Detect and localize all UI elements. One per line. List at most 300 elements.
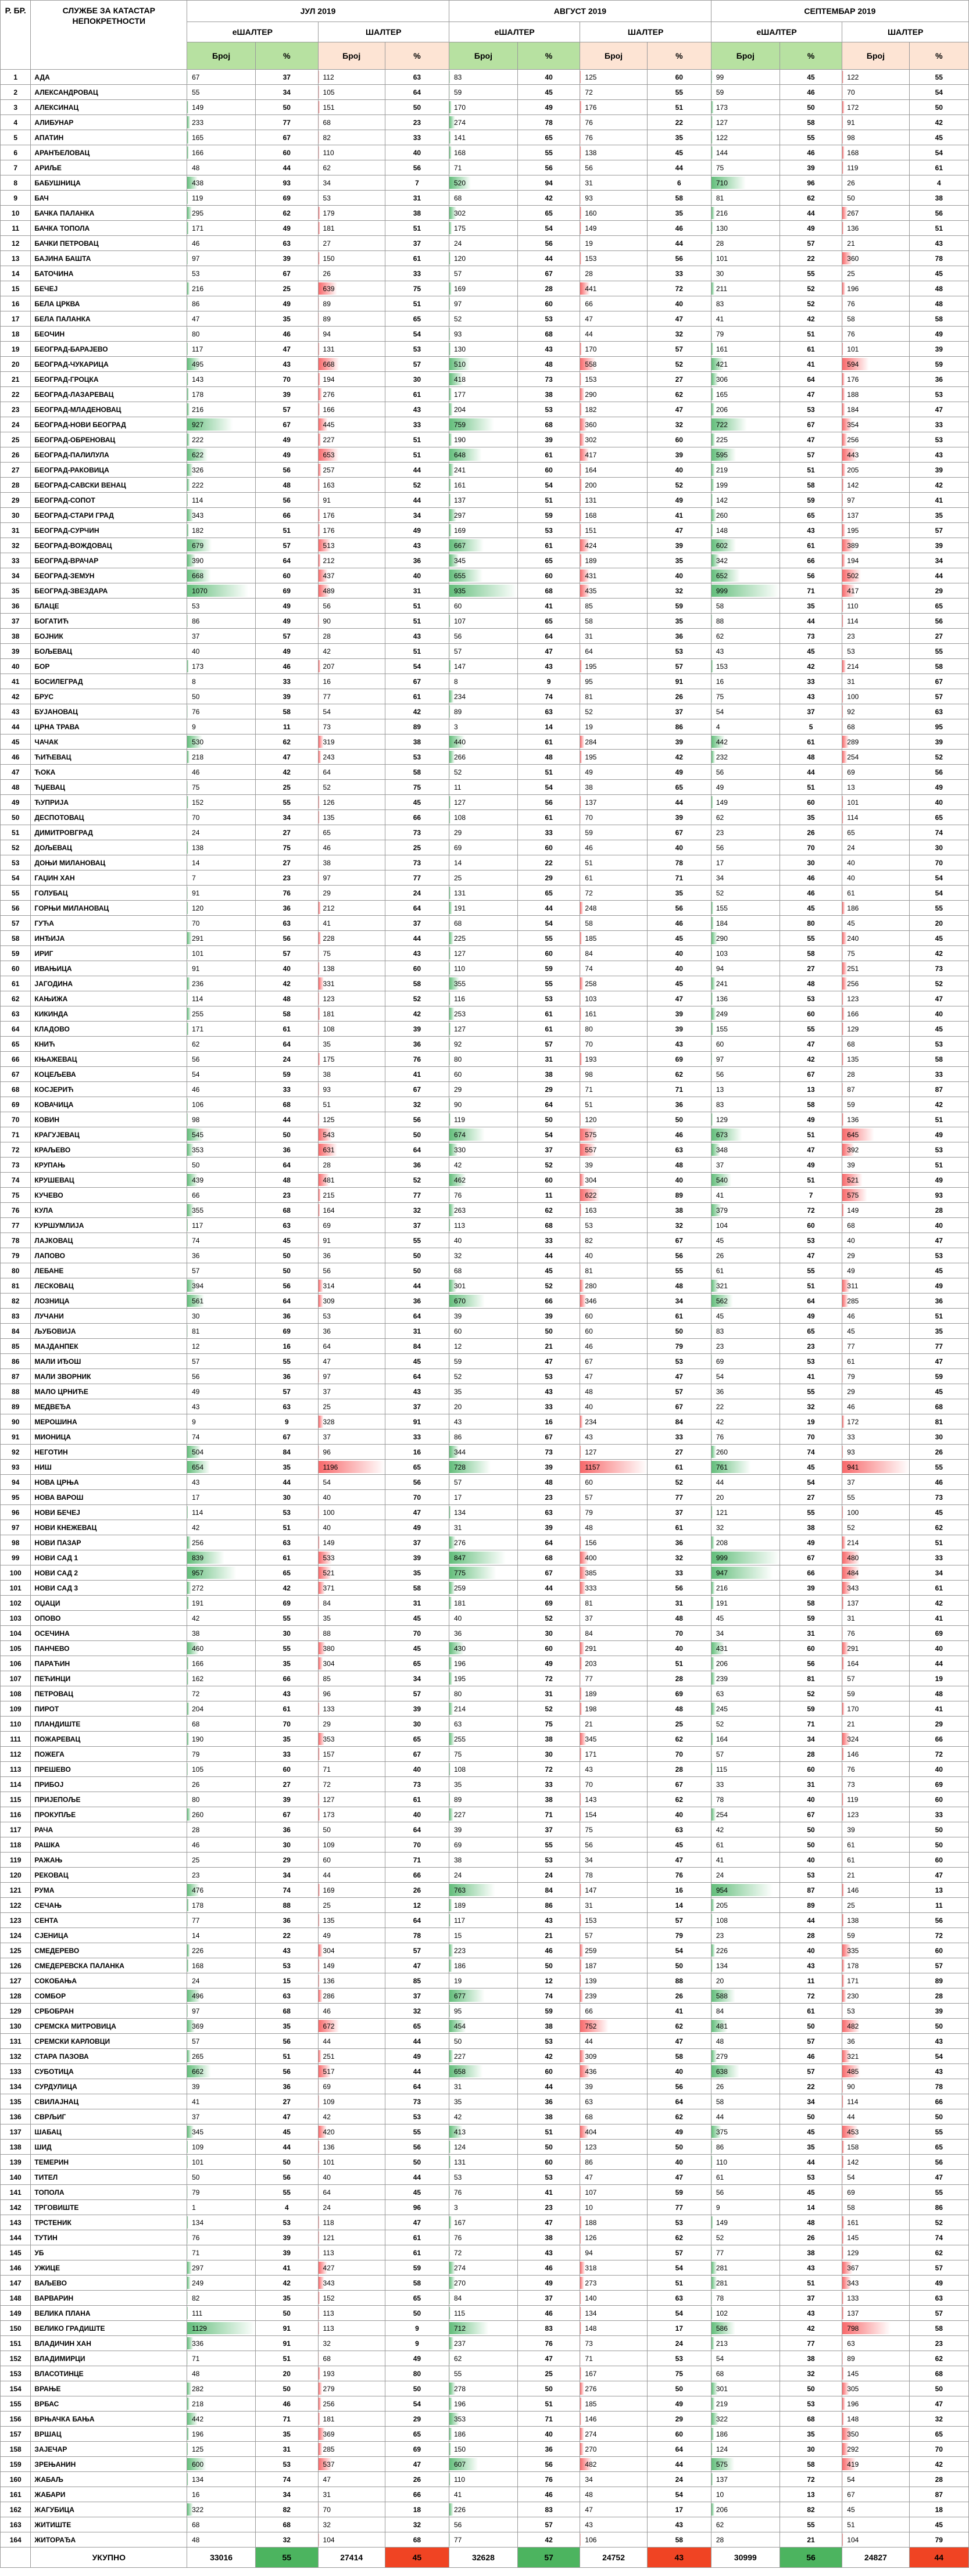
eshalter-percent-cell: 49 <box>256 432 318 447</box>
shalter-percent-cell: 31 <box>385 583 449 599</box>
eshalter-count-cell: 125 <box>187 2442 256 2457</box>
eshalter-percent-cell: 54 <box>517 221 580 236</box>
eshalter-count-cell: 99 <box>711 70 780 85</box>
row-number: 154 <box>1 2381 31 2396</box>
shalter-count-cell: 58 <box>580 614 647 629</box>
row-number: 107 <box>1 1671 31 1686</box>
shalter-percent-cell: 28 <box>909 1989 968 2004</box>
eshalter-count-cell: 26 <box>711 2079 780 2094</box>
eshalter-count-cell: 52 <box>449 311 517 327</box>
eshalter-count-cell: 68 <box>449 916 517 931</box>
eshalter-count-cell: 37 <box>187 2109 256 2124</box>
service-name: АПАТИН <box>31 130 187 145</box>
shalter-count-cell: 68 <box>842 1218 909 1233</box>
row-number: 103 <box>1 1611 31 1626</box>
shalter-count-cell: 521 <box>318 1565 385 1581</box>
eshalter-percent-cell: 70 <box>256 372 318 387</box>
eshalter-count-cell: 81 <box>187 1324 256 1339</box>
row-number: 17 <box>1 311 31 327</box>
eshalter-count-cell: 168 <box>187 1958 256 1973</box>
shalter-count-cell: 136 <box>842 221 909 236</box>
shalter-percent-cell: 89 <box>647 1188 711 1203</box>
table-row <box>1 251 969 266</box>
shalter-count-cell: 482 <box>842 2019 909 2034</box>
shalter-percent-cell: 68 <box>909 2366 968 2381</box>
row-number: 59 <box>1 946 31 961</box>
eshalter-percent-cell: 36 <box>256 1309 318 1324</box>
eshalter-percent-cell: 24 <box>256 1052 318 1067</box>
eshalter-count-cell: 50 <box>187 2170 256 2185</box>
shalter-count-cell: 267 <box>842 206 909 221</box>
row-number: 7 <box>1 160 31 175</box>
row-number: 101 <box>1 1581 31 1596</box>
row-number: 114 <box>1 1777 31 1792</box>
shalter-percent-cell: 31 <box>385 1596 449 1611</box>
shalter-percent-cell: 40 <box>647 2064 711 2079</box>
eshalter-count-cell: 36 <box>711 1384 780 1399</box>
shalter-percent-cell: 49 <box>647 2396 711 2412</box>
eshalter-percent-cell: 45 <box>780 70 842 85</box>
shalter-percent-cell: 52 <box>647 357 711 372</box>
shalter-count-cell: 53 <box>318 1309 385 1324</box>
eshalter-count-cell: 205 <box>711 1898 780 1913</box>
eshalter-percent-cell: 58 <box>256 1006 318 1022</box>
row-number: 48 <box>1 780 31 795</box>
shalter-percent-cell: 74 <box>909 825 968 840</box>
row-number: 47 <box>1 765 31 780</box>
shalter-percent-cell: 44 <box>909 1656 968 1671</box>
eshalter-percent-cell: 14 <box>517 719 580 735</box>
table-row <box>1 2321 969 2336</box>
shalter-percent-cell: 42 <box>909 1596 968 1611</box>
table-row <box>1 689 969 704</box>
shalter-percent-cell: 38 <box>385 735 449 750</box>
eshalter-percent-cell: 20 <box>256 2366 318 2381</box>
eshalter-count-cell: 595 <box>711 447 780 463</box>
shalter-count-cell: 270 <box>580 2442 647 2457</box>
eshalter-percent-cell: 73 <box>780 629 842 644</box>
table-row <box>1 191 969 206</box>
eshalter-count-cell: 306 <box>711 372 780 387</box>
table-row <box>1 2245 969 2260</box>
shalter-count-cell: 50 <box>318 1822 385 1837</box>
shalter-percent-cell: 77 <box>647 2200 711 2215</box>
service-name: ШАБАЦ <box>31 2124 187 2140</box>
service-name: ЋИЋЕВАЦ <box>31 750 187 765</box>
row-number: 146 <box>1 2260 31 2276</box>
eshalter-percent-cell: 67 <box>780 1807 842 1822</box>
shalter-percent-cell: 63 <box>647 1142 711 1158</box>
table-row <box>1 1581 969 1596</box>
row-number: 152 <box>1 2351 31 2366</box>
eshalter-percent-cell: 40 <box>780 1853 842 1868</box>
eshalter-count-cell: 23 <box>711 1339 780 1354</box>
eshalter-count-cell: 50 <box>449 2034 517 2049</box>
eshalter-count-cell: 266 <box>449 750 517 765</box>
eshalter-percent-cell: 75 <box>517 1717 580 1732</box>
eshalter-count-cell: 113 <box>449 1218 517 1233</box>
shalter-percent-cell: 35 <box>647 886 711 901</box>
shalter-percent-cell: 66 <box>909 2094 968 2109</box>
shalter-count-cell: 135 <box>318 1913 385 1928</box>
shalter-percent-cell: 65 <box>385 1460 449 1475</box>
eshalter-percent-cell: 64 <box>780 372 842 387</box>
eshalter-percent-cell: 65 <box>517 206 580 221</box>
eshalter-count-cell: 3 <box>449 719 517 735</box>
shalter-count-cell: 424 <box>580 538 647 553</box>
shalter-percent-cell: 37 <box>647 704 711 719</box>
service-name: ШИД <box>31 2140 187 2155</box>
shalter-count-cell: 480 <box>842 1550 909 1565</box>
service-name: ВАРВАРИН <box>31 2291 187 2306</box>
shalter-percent-cell: 41 <box>909 493 968 508</box>
total-count: 33016 <box>187 2548 256 2568</box>
shalter-percent-cell: 43 <box>647 1037 711 1052</box>
shalter-percent-cell: 62 <box>647 2109 711 2124</box>
shalter-count-cell: 184 <box>842 402 909 417</box>
service-name: ЛОЗНИЦА <box>31 1294 187 1309</box>
shalter-percent-cell: 47 <box>909 1868 968 1883</box>
shalter-percent-cell: 27 <box>647 372 711 387</box>
shalter-percent-cell: 42 <box>909 115 968 130</box>
eshalter-percent-cell: 46 <box>780 2049 842 2064</box>
eshalter-percent-cell: 50 <box>256 100 318 115</box>
eshalter-percent-cell: 39 <box>517 1309 580 1324</box>
shalter-percent-cell: 33 <box>909 1550 968 1565</box>
shalter-percent-cell: 35 <box>647 130 711 145</box>
type-header-eshalter: еШАЛТЕР <box>711 22 842 42</box>
table-row <box>1 357 969 372</box>
table-row <box>1 100 969 115</box>
shalter-count-cell: 286 <box>318 1989 385 2004</box>
eshalter-count-cell: 83 <box>711 296 780 311</box>
shalter-count-cell: 285 <box>318 2442 385 2457</box>
shalter-count-cell: 46 <box>318 2004 385 2019</box>
eshalter-count-cell: 222 <box>187 432 256 447</box>
eshalter-count-cell: 722 <box>711 417 780 432</box>
table-row <box>1 614 969 629</box>
shalter-percent-cell: 60 <box>909 1853 968 1868</box>
shalter-percent-cell: 47 <box>909 1233 968 1248</box>
row-number: 31 <box>1 523 31 538</box>
shalter-percent-cell: 50 <box>909 2381 968 2396</box>
row-number: 139 <box>1 2155 31 2170</box>
eshalter-percent-cell: 48 <box>517 357 580 372</box>
eshalter-count-cell: 171 <box>187 1022 256 1037</box>
shalter-count-cell: 798 <box>842 2321 909 2336</box>
eshalter-count-cell: 20 <box>711 1973 780 1989</box>
eshalter-percent-cell: 24 <box>517 1868 580 1883</box>
shalter-percent-cell: 32 <box>385 2004 449 2019</box>
service-name: БАЧ <box>31 191 187 206</box>
table-row <box>1 402 969 417</box>
shalter-percent-cell: 51 <box>385 432 449 447</box>
shalter-count-cell: 52 <box>842 1520 909 1535</box>
shalter-count-cell: 58 <box>580 916 647 931</box>
eshalter-percent-cell: 59 <box>517 2004 580 2019</box>
shalter-percent-cell: 35 <box>909 508 968 523</box>
eshalter-percent-cell: 69 <box>256 1596 318 1611</box>
row-number: 44 <box>1 719 31 735</box>
eshalter-percent-cell: 60 <box>780 795 842 810</box>
service-name: ВЛАДИЧИН ХАН <box>31 2336 187 2351</box>
shalter-percent-cell: 43 <box>909 236 968 251</box>
shalter-percent-cell: 28 <box>909 2472 968 2487</box>
eshalter-percent-cell: 11 <box>517 1188 580 1203</box>
shalter-percent-cell: 31 <box>385 1324 449 1339</box>
eshalter-percent-cell: 60 <box>517 296 580 311</box>
eshalter-percent-cell: 62 <box>780 191 842 206</box>
service-name: БАЧКА ТОПОЛА <box>31 221 187 236</box>
service-name: БЕОГРАД-МЛАДЕНОВАЦ <box>31 402 187 417</box>
shalter-percent-cell: 26 <box>909 1445 968 1460</box>
eshalter-count-cell: 119 <box>187 191 256 206</box>
shalter-percent-cell: 77 <box>385 870 449 886</box>
eshalter-count-cell: 184 <box>711 916 780 931</box>
eshalter-count-cell: 110 <box>449 961 517 976</box>
shalter-count-cell: 274 <box>580 2427 647 2442</box>
eshalter-percent-cell: 39 <box>256 387 318 402</box>
service-name: ДОЊИ МИЛАНОВАЦ <box>31 855 187 870</box>
shalter-percent-cell: 36 <box>385 1294 449 1309</box>
eshalter-count-cell: 263 <box>449 1203 517 1218</box>
shalter-count-cell: 276 <box>318 387 385 402</box>
shalter-count-cell: 53 <box>580 1218 647 1233</box>
shalter-percent-cell: 56 <box>385 160 449 175</box>
table-row <box>1 1460 969 1475</box>
shalter-percent-cell: 34 <box>909 553 968 568</box>
eshalter-count-cell: 57 <box>449 266 517 281</box>
eshalter-count-cell: 177 <box>449 387 517 402</box>
row-number: 58 <box>1 931 31 946</box>
shalter-percent-cell: 43 <box>385 402 449 417</box>
eshalter-count-cell: 216 <box>187 281 256 296</box>
eshalter-count-cell: 166 <box>187 145 256 160</box>
eshalter-count-cell: 369 <box>187 2019 256 2034</box>
table-row <box>1 1475 969 1490</box>
eshalter-percent-cell: 42 <box>256 765 318 780</box>
shalter-percent-cell: 47 <box>385 1958 449 1973</box>
shalter-percent-cell: 53 <box>647 2351 711 2366</box>
eshalter-count-cell: 622 <box>187 447 256 463</box>
shalter-count-cell: 89 <box>842 2351 909 2366</box>
row-number: 38 <box>1 629 31 644</box>
shalter-count-cell: 212 <box>318 553 385 568</box>
shalter-count-cell: 137 <box>842 2306 909 2321</box>
shalter-count-cell: 137 <box>580 795 647 810</box>
table-row <box>1 1792 969 1807</box>
eshalter-percent-cell: 63 <box>517 1505 580 1520</box>
row-number: 160 <box>1 2472 31 2487</box>
shalter-count-cell: 57 <box>580 1490 647 1505</box>
eshalter-count-cell: 78 <box>711 2291 780 2306</box>
table-row <box>1 1445 969 1460</box>
eshalter-percent-cell: 38 <box>517 1732 580 1747</box>
row-number: 131 <box>1 2034 31 2049</box>
count-subheader: Број <box>842 42 909 70</box>
service-name: ВЛАСОТИНЦЕ <box>31 2366 187 2381</box>
eshalter-percent-cell: 13 <box>780 2487 842 2502</box>
shalter-percent-cell: 33 <box>385 130 449 145</box>
shalter-count-cell: 51 <box>842 2517 909 2532</box>
eshalter-percent-cell: 38 <box>517 387 580 402</box>
service-name: ТЕМЕРИН <box>31 2155 187 2170</box>
shalter-percent-cell: 60 <box>647 70 711 85</box>
shalter-count-cell: 28 <box>318 1158 385 1173</box>
eshalter-percent-cell: 25 <box>517 2366 580 2381</box>
eshalter-count-cell: 14 <box>449 855 517 870</box>
eshalter-count-cell: 272 <box>187 1581 256 1596</box>
eshalter-count-cell: 41 <box>187 2094 256 2109</box>
eshalter-percent-cell: 50 <box>256 2155 318 2170</box>
shalter-percent-cell: 47 <box>909 1354 968 1369</box>
eshalter-count-cell: 56 <box>449 2517 517 2532</box>
row-number: 109 <box>1 1701 31 1717</box>
service-name: ИРИГ <box>31 946 187 961</box>
row-number: 82 <box>1 1294 31 1309</box>
shalter-percent-cell: 26 <box>647 1989 711 2004</box>
total-percent: 55 <box>256 2548 318 2568</box>
eshalter-count-cell: 9 <box>187 1414 256 1429</box>
shalter-percent-cell: 66 <box>385 2487 449 2502</box>
table-row <box>1 1294 969 1309</box>
eshalter-percent-cell: 53 <box>517 1853 580 1868</box>
service-name: ЛЕБАНЕ <box>31 1263 187 1278</box>
eshalter-percent-cell: 47 <box>780 387 842 402</box>
eshalter-count-cell: 295 <box>187 206 256 221</box>
shalter-count-cell: 94 <box>580 2245 647 2260</box>
eshalter-count-cell: 86 <box>187 296 256 311</box>
shalter-percent-cell: 54 <box>385 659 449 674</box>
table-row <box>1 1429 969 1445</box>
shalter-count-cell: 194 <box>842 553 909 568</box>
shalter-count-cell: 40 <box>318 1490 385 1505</box>
eshalter-percent-cell: 63 <box>256 1989 318 2004</box>
eshalter-count-cell: 31 <box>449 1520 517 1535</box>
shalter-count-cell: 214 <box>842 659 909 674</box>
eshalter-percent-cell: 96 <box>780 175 842 191</box>
eshalter-percent-cell: 41 <box>517 2185 580 2200</box>
row-number: 50 <box>1 810 31 825</box>
shalter-count-cell: 441 <box>580 281 647 296</box>
eshalter-count-cell: 70 <box>187 916 256 931</box>
shalter-count-cell: 170 <box>580 342 647 357</box>
shalter-percent-cell: 37 <box>385 1399 449 1414</box>
shalter-count-cell: 156 <box>580 1535 647 1550</box>
eshalter-percent-cell: 60 <box>517 1173 580 1188</box>
eshalter-percent-cell: 4 <box>256 2200 318 2215</box>
shalter-count-cell: 36 <box>318 1324 385 1339</box>
service-name: ПИРОТ <box>31 1701 187 1717</box>
service-name: ЖИТОРАЂА <box>31 2532 187 2548</box>
eshalter-count-cell: 56 <box>449 629 517 644</box>
eshalter-count-cell: 75 <box>711 160 780 175</box>
shalter-percent-cell: 63 <box>385 70 449 85</box>
eshalter-count-cell: 26 <box>187 1777 256 1792</box>
eshalter-count-cell: 57 <box>187 2034 256 2049</box>
service-name: БЕОГРАД-СУРЧИН <box>31 523 187 538</box>
shalter-count-cell: 107 <box>580 2185 647 2200</box>
shalter-count-cell: 114 <box>842 614 909 629</box>
eshalter-count-cell: 34 <box>711 1626 780 1641</box>
service-name: УЖИЦЕ <box>31 2260 187 2276</box>
service-name: БРУС <box>31 689 187 704</box>
eshalter-percent-cell: 35 <box>780 810 842 825</box>
service-name: НОВИ КНЕЖЕВАЦ <box>31 1520 187 1535</box>
row-number: 85 <box>1 1339 31 1354</box>
eshalter-count-cell: 83 <box>449 70 517 85</box>
eshalter-percent-cell: 47 <box>517 2351 580 2366</box>
row-number: 77 <box>1 1218 31 1233</box>
eshalter-percent-cell: 22 <box>256 1928 318 1943</box>
shalter-count-cell: 59 <box>842 1686 909 1701</box>
shalter-percent-cell: 27 <box>909 629 968 644</box>
eshalter-percent-cell: 69 <box>256 191 318 206</box>
shalter-count-cell: 484 <box>842 1565 909 1581</box>
shalter-count-cell: 631 <box>318 1142 385 1158</box>
shalter-percent-cell: 77 <box>385 1188 449 1203</box>
eshalter-percent-cell: 21 <box>517 1928 580 1943</box>
shalter-percent-cell: 44 <box>647 2457 711 2472</box>
eshalter-percent-cell: 57 <box>780 236 842 251</box>
eshalter-count-cell: 375 <box>711 2124 780 2140</box>
shalter-count-cell: 91 <box>842 115 909 130</box>
shalter-count-cell: 176 <box>318 508 385 523</box>
shalter-count-cell: 133 <box>318 1701 385 1717</box>
shalter-percent-cell: 39 <box>647 447 711 463</box>
eshalter-percent-cell: 47 <box>256 2109 318 2124</box>
table-row <box>1 1112 969 1127</box>
service-name: ЖАБАЉ <box>31 2472 187 2487</box>
row-number: 108 <box>1 1686 31 1701</box>
eshalter-count-cell: 29 <box>449 825 517 840</box>
shalter-percent-cell: 55 <box>909 2124 968 2140</box>
shalter-percent-cell: 64 <box>385 85 449 100</box>
shalter-percent-cell: 35 <box>647 553 711 568</box>
service-name: БОЈНИК <box>31 629 187 644</box>
eshalter-count-cell: 291 <box>187 931 256 946</box>
shalter-percent-cell: 70 <box>385 1837 449 1853</box>
shalter-percent-cell: 47 <box>909 2396 968 2412</box>
eshalter-count-cell: 86 <box>711 2140 780 2155</box>
eshalter-percent-cell: 53 <box>517 2034 580 2049</box>
shalter-percent-cell: 12 <box>385 1898 449 1913</box>
table-row <box>1 2306 969 2321</box>
row-number: 122 <box>1 1898 31 1913</box>
service-name: НЕГОТИН <box>31 1445 187 1460</box>
service-name: ЉУБОВИЈА <box>31 1324 187 1339</box>
shalter-count-cell: 360 <box>842 251 909 266</box>
shalter-count-cell: 91 <box>318 1233 385 1248</box>
shalter-count-cell: 145 <box>842 2366 909 2381</box>
shalter-count-cell: 100 <box>318 1505 385 1520</box>
shalter-percent-cell: 19 <box>909 1671 968 1686</box>
shalter-percent-cell: 39 <box>647 1006 711 1022</box>
shalter-count-cell: 131 <box>580 493 647 508</box>
row-number: 32 <box>1 538 31 553</box>
shalter-percent-cell: 80 <box>385 2366 449 2381</box>
row-number: 96 <box>1 1505 31 1520</box>
shalter-count-cell: 56 <box>318 1263 385 1278</box>
shalter-count-cell: 70 <box>318 2502 385 2517</box>
shalter-percent-cell: 24 <box>385 886 449 901</box>
eshalter-count-cell: 42 <box>187 1520 256 1535</box>
service-name: ВРБАС <box>31 2396 187 2412</box>
eshalter-percent-cell: 44 <box>517 1581 580 1596</box>
service-name: АРИЉЕ <box>31 160 187 175</box>
row-number: 52 <box>1 840 31 855</box>
shalter-percent-cell: 57 <box>909 2306 968 2321</box>
